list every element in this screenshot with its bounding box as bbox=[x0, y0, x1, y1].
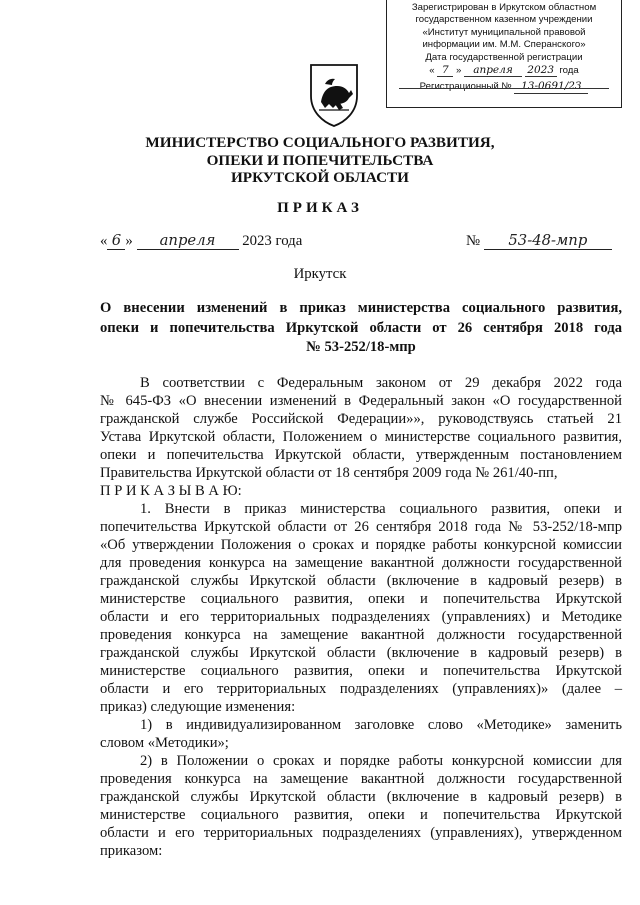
stamp-date-year: 2023 bbox=[525, 64, 557, 77]
body-line: проведения конкурса на замещение вакантной должности государственной bbox=[100, 627, 622, 643]
stamp-date-month: апреля bbox=[464, 64, 522, 77]
date-quote-open: « bbox=[100, 233, 108, 249]
document-type-title: ПРИКАЗ bbox=[277, 200, 363, 216]
coat-of-arms-emblem bbox=[307, 62, 361, 128]
body-line: 2) в Положении о сроках и порядке работы конкурсной комиссии для bbox=[140, 753, 622, 769]
registration-stamp bbox=[386, 0, 622, 108]
city: Иркутск bbox=[293, 266, 347, 282]
date-quote-close: » bbox=[125, 233, 133, 249]
subject-line: № 53-252/18-мпр bbox=[306, 339, 416, 355]
subject-line: О внесении изменений в приказ министерства социального развития, bbox=[100, 300, 622, 316]
body-line: опеки и попечительства Иркутской области, утвержденным постановлением bbox=[100, 447, 622, 463]
body-line: гражданской службы Иркутской области (включение в кадровый резерв) в bbox=[100, 789, 622, 805]
body-line: министерстве социального развития, опеки и попечительства Иркутской bbox=[100, 591, 622, 607]
body-line: приказом: bbox=[100, 843, 163, 859]
body-line: № 645-ФЗ «О внесении изменений в Федеральный закон «О государственной bbox=[100, 393, 622, 409]
body-line: министерстве социального развития, опеки и попечительства Иркутской bbox=[100, 663, 622, 679]
body-line: проведения конкурса на замещение вакантной должности государственной bbox=[100, 771, 622, 787]
body-line: Правительства Иркутской области от 18 сентября 2009 года № 261/40-пп, bbox=[100, 465, 558, 481]
body-line: приказ) следующие изменения: bbox=[100, 699, 296, 715]
body-line: Устава Иркутской области, Положением о министерстве социального развития, bbox=[100, 429, 622, 445]
stamp-line: государственном казенном учреждении bbox=[415, 14, 593, 26]
number-value: 53-48-мпр bbox=[484, 232, 612, 250]
order-date bbox=[100, 232, 302, 250]
stamp-quote-close: » bbox=[455, 65, 462, 77]
stamp-line: информации им. М.М. Сперанского» bbox=[422, 39, 586, 51]
date-day: 6 bbox=[107, 232, 125, 250]
body-line: для проведения конкурса на замещение вакантной должности государственной bbox=[100, 555, 622, 571]
stamp-registration-date bbox=[387, 64, 621, 77]
body-line: словом «Методики»; bbox=[100, 735, 229, 751]
body-line: «Об утверждении Положения о сроках и порядке работы конкурсной комиссии bbox=[100, 537, 622, 553]
body-line: 1. Внести в приказ министерства социального развития, опеки и bbox=[140, 501, 622, 517]
stamp-date-suffix: года bbox=[559, 65, 579, 77]
ministry-name-line-1: МИНИСТЕРСТВО СОЦИАЛЬНОГО РАЗВИТИЯ, bbox=[145, 134, 495, 151]
body-line: гражданской службе Российской Федерации»», руководствуясь статьей 21 bbox=[100, 411, 622, 427]
number-sign: № bbox=[466, 233, 481, 249]
date-year: 2023 года bbox=[242, 233, 303, 249]
body-line: В соответствии с Федеральным законом от 29 декабря 2022 года bbox=[140, 375, 622, 391]
order-number bbox=[466, 232, 612, 250]
ministry-name-line-3: ИРКУТСКОЙ ОБЛАСТИ bbox=[230, 169, 409, 186]
body-line: гражданской службы Иркутской области (включение в кадровый резерв) в bbox=[100, 573, 622, 589]
stamp-line: «Институт муниципальной правовой bbox=[422, 26, 586, 38]
stamp-reg-number: 13-0691/23 bbox=[514, 80, 588, 93]
stamp-date-day: 7 bbox=[437, 64, 453, 77]
body-line: области и его территориальных подразделениях (управлениях), утвержденном bbox=[100, 825, 622, 841]
stamp-line: Зарегистрирован в Иркутском областном bbox=[411, 2, 597, 13]
stamp-reg-label: Регистрационный № bbox=[419, 81, 512, 93]
stamp-quote-open: « bbox=[429, 65, 435, 77]
body-line: попечительства Иркутской области от 26 сентября 2018 года № 53-252/18-мпр bbox=[100, 519, 622, 535]
body-line: области и его территориальных подразделениях (управлениях)» (далее – bbox=[100, 681, 622, 697]
body-line: области и его территориальных подразделениях (управлениях) и Методике bbox=[100, 609, 622, 625]
stamp-line: Дата государственной регистрации bbox=[425, 51, 583, 63]
order-subject bbox=[100, 299, 622, 358]
body-line: министерстве социального развития, опеки и попечительства Иркутской bbox=[100, 807, 622, 823]
order-word: П Р И К А З Ы В А Ю: bbox=[100, 483, 242, 499]
date-month: апреля bbox=[137, 232, 239, 250]
body-line: 1) в индивидуализированном заголовке слово «Методике» заменить bbox=[140, 717, 622, 733]
subject-line: опеки и попечительства Иркутской области от 26 сентября 2018 года bbox=[100, 319, 622, 336]
ministry-name-line-2: ОПЕКИ И ПОПЕЧИТЕЛЬСТВА bbox=[206, 152, 434, 169]
body-line: гражданской службы Иркутской области (включение в кадровый резерв) в bbox=[100, 645, 622, 661]
